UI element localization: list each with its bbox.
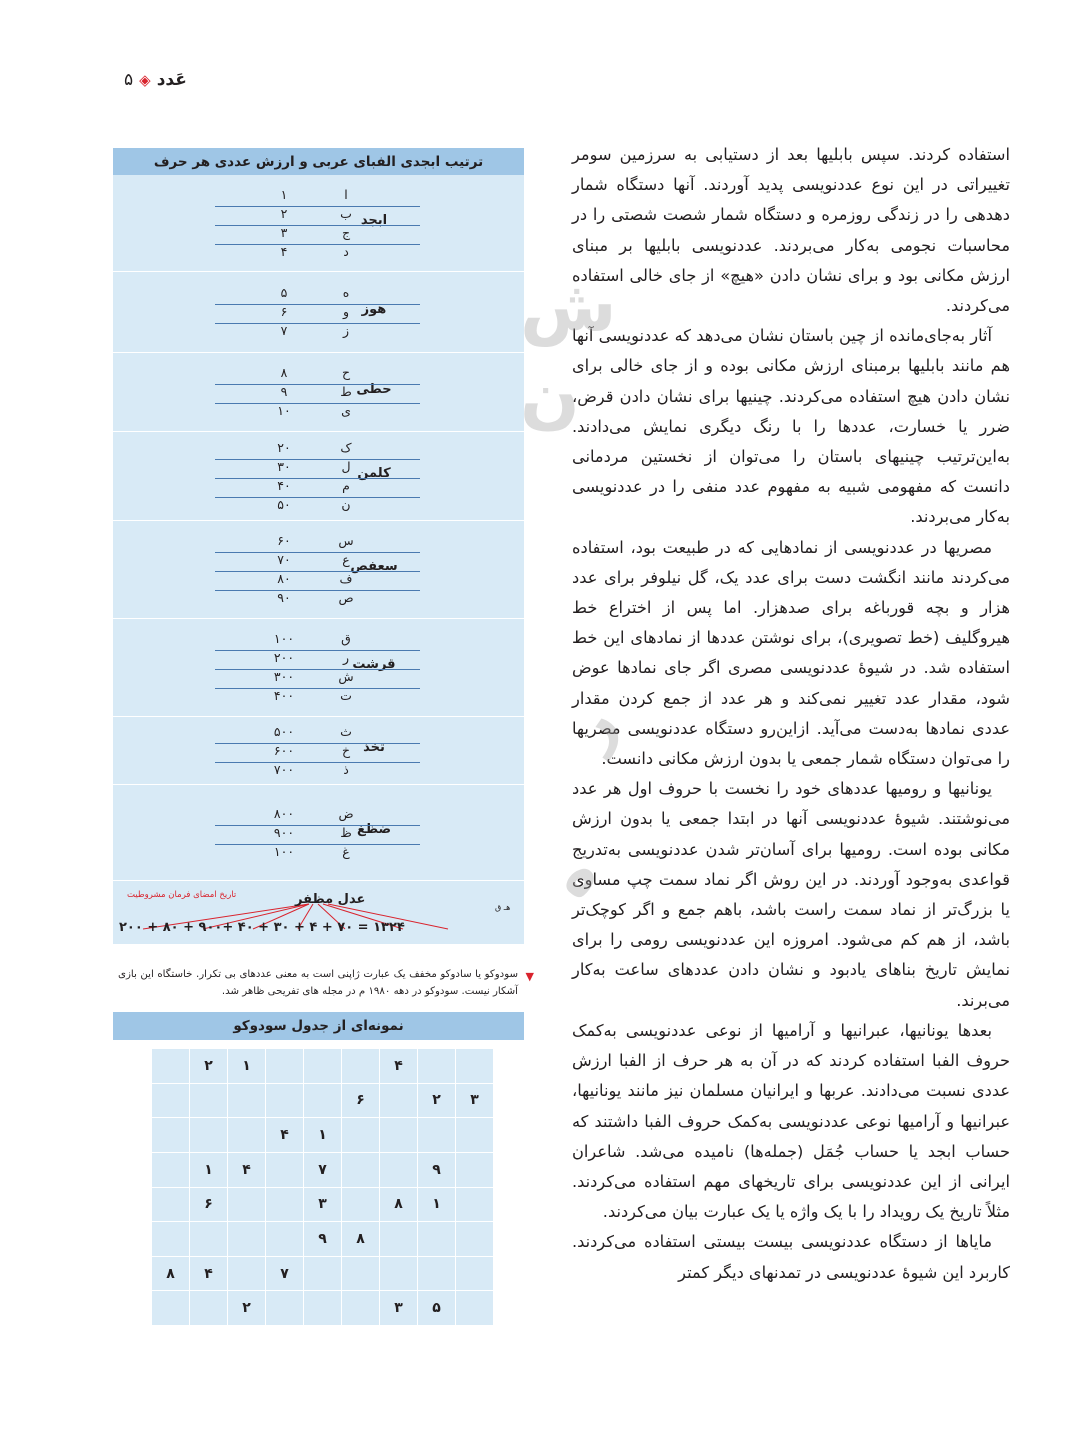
abjad-letter: ز xyxy=(342,323,350,338)
abjad-letter: ع xyxy=(342,552,350,567)
article-paragraph: بعدها یونانیها، عبرانیها و آرامیها از نوعی عددنویسی به‌کمک حروف الفبا استفاده کردند که در آن به هر حرف از الفبا ارزش عددی نسبت می‌دادند. عربها و ایرانیان مسلمان نیز مانند یونانیها، عبرانیها و آرامیها نوعی عددنویسی به‌کمک حروف الفبا داشتند که حساب ابجد یا حساب جُمَل (جمله‌ها) نامیده می‌شد. شاعران ایرانی از این عددنویسی برای تاریخهای مهم استفاده می‌کردند. مثلاً تاریخ یک رویداد را با یک واژه یا یک عبارت بیان می‌کردند. xyxy=(572,1020,1010,1222)
abjad-value: ۵ xyxy=(280,285,288,300)
sudoku-cell: ۳ xyxy=(456,1083,494,1118)
sudoku-cell: ۲ xyxy=(228,1291,266,1326)
sudoku-cell: ۲ xyxy=(190,1049,228,1084)
sudoku-cell: ۴ xyxy=(380,1049,418,1084)
abjad-value: ۴۰۰ xyxy=(273,688,295,703)
abjad-value: ۸۰ xyxy=(277,571,291,586)
abjad-table xyxy=(113,148,524,944)
sudoku-cell xyxy=(418,1222,456,1257)
sudoku-row xyxy=(152,1152,494,1187)
sudoku-cell xyxy=(266,1187,304,1222)
abjad-value: ۹ xyxy=(280,384,288,399)
abjad-letter: خ xyxy=(341,743,351,758)
abjad-row xyxy=(215,825,420,845)
abjad-row xyxy=(215,552,420,572)
sudoku-cell xyxy=(228,1187,266,1222)
sudoku-cell xyxy=(266,1083,304,1118)
sudoku-cell: ۷ xyxy=(266,1256,304,1291)
abjad-letter: ظ xyxy=(340,825,352,840)
abjad-row xyxy=(215,187,420,207)
sudoku-grid xyxy=(151,1048,494,1326)
abjad-letter: ط xyxy=(340,384,352,399)
abjad-value: ۳ xyxy=(280,225,288,240)
sudoku-cell xyxy=(152,1118,190,1153)
sudoku-cell xyxy=(456,1118,494,1153)
sudoku-cell: ۳ xyxy=(304,1187,342,1222)
sudoku-cell xyxy=(304,1049,342,1084)
abjad-row xyxy=(215,244,420,263)
sudoku-row xyxy=(152,1291,494,1326)
abjad-row xyxy=(215,440,420,460)
abjad-group xyxy=(113,271,524,353)
abjad-letter: د xyxy=(343,244,349,259)
sudoku-cell xyxy=(152,1152,190,1187)
abjad-letter: ذ xyxy=(343,762,349,777)
abjad-value: ۶ xyxy=(280,304,288,319)
abjad-row xyxy=(215,304,420,324)
sudoku-cell: ۴ xyxy=(228,1152,266,1187)
sudoku-cell xyxy=(228,1256,266,1291)
abjad-value: ۵۰۰ xyxy=(273,724,295,739)
abjad-row xyxy=(215,459,420,479)
abjad-value: ۶۰ xyxy=(277,533,291,548)
sudoku-cell xyxy=(380,1152,418,1187)
sudoku-cell xyxy=(342,1291,380,1326)
sudoku-cell xyxy=(456,1049,494,1084)
sudoku-cell xyxy=(456,1187,494,1222)
sudoku-title: نمونه‌ای از جدول سودوکو xyxy=(113,1012,524,1040)
svg-text:ن: ن xyxy=(520,355,580,437)
sudoku-cell xyxy=(380,1118,418,1153)
abjad-row xyxy=(215,285,420,305)
abjad-letter: غ xyxy=(342,844,350,859)
abjad-letter: ف xyxy=(339,571,353,586)
article-paragraph: آثار به‌جای‌مانده از چین باستان نشان می‌دهد که عددنویسی آنها هم مانند بابلیها برمبنای ارزش مکانی بوده و از جای خالی برای نشان دادن هیچ استفاده می‌کردند. چینیها برای نشان دادن قرض، ضرر یا خسارت، عددها را با رنگ دیگری نمایش می‌دادند. به‌این‌ترتیب چینیهای باستان را می‌توان از نخستین مردمانی دانست که مفهومی شبیه به مفهوم عدد منفی را در عددنویسی به‌کار می‌بردند. xyxy=(572,326,1010,527)
triangle-down-icon: ▼ xyxy=(525,970,534,983)
sudoku-cell: ۹ xyxy=(304,1222,342,1257)
abjad-value: ۳۰۰ xyxy=(273,669,295,684)
sudoku-cell: ۹ xyxy=(418,1152,456,1187)
sudoku-cell xyxy=(190,1222,228,1257)
abjad-letter: ا xyxy=(344,187,348,202)
chapter-title: عَدد xyxy=(156,70,187,90)
sudoku-cell xyxy=(266,1049,304,1084)
sudoku-cell xyxy=(456,1291,494,1326)
abjad-row xyxy=(215,206,420,226)
sudoku-cell xyxy=(266,1222,304,1257)
sudoku-cell xyxy=(418,1049,456,1084)
sudoku-row xyxy=(152,1187,494,1222)
abjad-value: ۴ xyxy=(280,244,288,259)
abjad-row xyxy=(215,650,420,670)
abjad-row xyxy=(215,403,420,422)
abjad-row xyxy=(215,497,420,516)
sudoku-cell xyxy=(152,1222,190,1257)
abjad-example xyxy=(113,885,524,945)
abjad-letter: ل xyxy=(341,459,351,474)
sudoku-cell xyxy=(228,1118,266,1153)
sudoku-cell: ۷ xyxy=(304,1152,342,1187)
abjad-row xyxy=(215,669,420,689)
abjad-value: ۱ xyxy=(280,187,288,202)
sudoku-cell: ۴ xyxy=(266,1118,304,1153)
sudoku-cell xyxy=(228,1083,266,1118)
abjad-value: ۲ xyxy=(280,206,288,221)
abjad-letter: ر xyxy=(342,650,350,665)
abjad-value: ۸۰۰ xyxy=(273,806,295,821)
abjad-letter: ق xyxy=(341,631,351,646)
abjad-row xyxy=(215,365,420,385)
sudoku-cell xyxy=(304,1256,342,1291)
abjad-group-name: ضظغ xyxy=(356,822,392,837)
abjad-row xyxy=(215,844,420,863)
abjad-letter: ح xyxy=(341,365,351,380)
article-paragraph: مصریها در عددنویسی از نمادهایی که در طبیعت بود، استفاده می‌کردند مانند انگشت دست برای عدد یک، گل نیلوفر برای عدد هزار و بچه قورباغه برای صدهزار. اما پس از اختراع خط هیروگلیف (خط تصویری)، برای نوشتن عددها از نمادهای این خط استفاده شد. در شیوهٔ عددنویسی مصری اگر جای نمادها عوض شود، مقدار عدد تغییر نمی‌کند و هر عدد از جمع کردن مقدار عددی نمادها به‌دست می‌آید. ازاین‌رو دستگاه عددنویسی مصریها را می‌توان دستگاه شمار جمعی یا بدون ارزش مکانی دانست. xyxy=(572,537,1010,769)
sudoku-cell xyxy=(380,1222,418,1257)
abjad-value: ۱۰۰ xyxy=(273,844,295,859)
abjad-group xyxy=(113,431,524,521)
abjad-value: ۱۰۰ xyxy=(273,631,295,646)
sudoku-cell xyxy=(418,1118,456,1153)
abjad-value: ۹۰ xyxy=(277,590,291,605)
abjad-group-name: قرشت xyxy=(352,657,396,672)
abjad-letter: م xyxy=(342,478,350,493)
article-paragraph: استفاده کردند. سپس بابلیها بعد از دستیابی به سرزمین سومر تغییراتی در این نوع عددنویسی پدید آوردند. آنها دستگاه شمار دهدهی را در زندگی روزمره و دستگاه شمار شصت شصتی را در محاسبات نجومی به‌کار می‌بردند. عددنویسی بابلیها بر مبنای ارزش مکانی بود و برای نشان دادن «هیچ» از جای خالی استفاده می‌کردند. xyxy=(572,145,1010,316)
abjad-value: ۵۰ xyxy=(277,497,291,512)
sudoku-cell xyxy=(380,1256,418,1291)
sudoku-cell xyxy=(152,1049,190,1084)
svg-text:ه: ه xyxy=(533,841,611,911)
sudoku-cell xyxy=(190,1118,228,1153)
abjad-group-name: سعفص xyxy=(350,559,398,574)
sudoku-cell xyxy=(190,1083,228,1118)
example-word: عدل مظفر xyxy=(295,892,366,907)
sudoku-cell xyxy=(152,1187,190,1222)
abjad-value: ۷۰ xyxy=(277,552,291,567)
abjad-row xyxy=(215,571,420,591)
diamond-icon: ◈ xyxy=(139,71,151,89)
abjad-letter: ک xyxy=(340,440,352,455)
abjad-letter: ش xyxy=(338,669,354,684)
sudoku-cell xyxy=(304,1291,342,1326)
abjad-group-name: ثخذ xyxy=(363,740,385,755)
sudoku-cell xyxy=(266,1152,304,1187)
sudoku-cell xyxy=(152,1291,190,1326)
sudoku-cell: ۱ xyxy=(190,1152,228,1187)
abjad-group xyxy=(113,784,524,881)
abjad-value: ۶۰۰ xyxy=(273,743,295,758)
sudoku-cell xyxy=(456,1222,494,1257)
abjad-letter: ن xyxy=(341,497,351,512)
sudoku-cell: ۱ xyxy=(304,1118,342,1153)
abjad-letter: ض xyxy=(338,806,354,821)
sudoku-cell xyxy=(266,1291,304,1326)
abjad-value: ۲۰ xyxy=(277,440,291,455)
abjad-letter: ب xyxy=(340,206,352,221)
sudoku-cell: ۶ xyxy=(342,1083,380,1118)
sudoku-cell: ۸ xyxy=(342,1222,380,1257)
svg-text:ر: ر xyxy=(552,691,631,761)
sudoku-cell: ۸ xyxy=(380,1187,418,1222)
sudoku-cell xyxy=(456,1256,494,1291)
abjad-row xyxy=(215,323,420,342)
sudoku-cell xyxy=(342,1256,380,1291)
sudoku-cell: ۱ xyxy=(228,1049,266,1084)
sudoku-cell: ۱ xyxy=(418,1187,456,1222)
sudoku-footnote-text: سودوکو یا سادوکو مخفف یک عبارت ژاپنی است به معنی عددهای بی تکرار. خاستگاه این بازی آشکار نیست. سودوکو در دهه ۱۹۸۰ م در مجله های تفریحی ظاهر شد. xyxy=(118,969,518,997)
example-caption: تاریخ امضای فرمان مشروطیت xyxy=(127,890,237,900)
abjad-letter: ت xyxy=(340,688,352,703)
abjad-group xyxy=(113,352,524,432)
sudoku-cell xyxy=(418,1256,456,1291)
abjad-row xyxy=(215,590,420,609)
sudoku-cell xyxy=(342,1118,380,1153)
article-paragraph: مایاها از دستگاه عددنویسی بیست بیستی استفاده می‌کردند. کاربرد این شیوهٔ عددنویسی در تمدنهای دیگر کمتر xyxy=(572,1232,1010,1282)
abjad-letter: ج xyxy=(341,225,351,240)
abjad-row xyxy=(215,806,420,826)
era-label: هـ ق xyxy=(495,903,511,912)
abjad-row xyxy=(215,724,420,744)
sudoku-cell: ۴ xyxy=(190,1256,228,1291)
abjad-letter: ص xyxy=(338,590,354,605)
sudoku-row xyxy=(152,1118,494,1153)
abjad-group-name: ابجد xyxy=(360,213,388,228)
abjad-row xyxy=(215,533,420,553)
abjad-row xyxy=(215,743,420,763)
abjad-group xyxy=(113,716,524,785)
abjad-row xyxy=(215,762,420,781)
sudoku-row xyxy=(152,1049,494,1084)
sudoku-cell: ۳ xyxy=(380,1291,418,1326)
abjad-letter: ث xyxy=(340,724,352,739)
abjad-value: ۹۰۰ xyxy=(273,825,295,840)
abjad-letter: و xyxy=(342,304,350,319)
abjad-value: ۸ xyxy=(280,365,288,380)
sudoku-cell xyxy=(152,1083,190,1118)
sudoku-cell: ۲ xyxy=(418,1083,456,1118)
abjad-table-title: ترتیب ابجدی الفبای عربی و ارزش عددی هر حرف xyxy=(113,148,524,175)
sudoku-cell xyxy=(342,1152,380,1187)
example-equation: ۲۰۰ + ۸۰ + ۹۰۰+ ۴۰ + ۳۰ + ۴ + ۷۰ = ۱۳۲۴ xyxy=(119,920,405,935)
sudoku-footnote xyxy=(118,966,534,1000)
sudoku-cell xyxy=(380,1083,418,1118)
abjad-row xyxy=(215,225,420,245)
abjad-value: ۱۰ xyxy=(277,403,291,418)
abjad-letter: ی xyxy=(341,403,351,418)
abjad-group xyxy=(113,175,524,272)
sudoku-cell: ۵ xyxy=(418,1291,456,1326)
article-body xyxy=(572,140,1010,1288)
page-header xyxy=(124,70,187,90)
sudoku-row xyxy=(152,1256,494,1291)
svg-text:ش: ش xyxy=(520,270,617,347)
sudoku-cell xyxy=(190,1291,228,1326)
sudoku-cell xyxy=(456,1152,494,1187)
abjad-row xyxy=(215,384,420,404)
sudoku-cell xyxy=(342,1049,380,1084)
sudoku-cell xyxy=(228,1222,266,1257)
abjad-group-name: حطی xyxy=(356,382,392,397)
sudoku-cell xyxy=(342,1187,380,1222)
abjad-group xyxy=(113,520,524,619)
abjad-row xyxy=(215,688,420,707)
sudoku-cell: ۸ xyxy=(152,1256,190,1291)
abjad-row xyxy=(215,631,420,651)
sudoku-row xyxy=(152,1083,494,1118)
abjad-value: ۲۰۰ xyxy=(273,650,295,665)
sudoku-cell xyxy=(304,1083,342,1118)
page-number: ۵ xyxy=(124,70,134,90)
abjad-group-name: هوز xyxy=(361,302,387,317)
abjad-group-name: کلمن xyxy=(357,466,391,481)
abjad-row xyxy=(215,478,420,498)
abjad-letter: ه xyxy=(342,285,350,300)
abjad-value: ۴۰ xyxy=(277,478,291,493)
abjad-letter: س xyxy=(338,533,354,548)
sudoku-row xyxy=(152,1222,494,1257)
sudoku-cell: ۶ xyxy=(190,1187,228,1222)
abjad-value: ۳۰ xyxy=(277,459,291,474)
abjad-value: ۷۰۰ xyxy=(273,762,295,777)
abjad-group xyxy=(113,618,524,717)
article-paragraph: یونانیها و رومیها عددهای خود را نخست با حروف اول هر عدد می‌نوشتند. شیوهٔ عددنویسی آنها در ابتدا جمعی یا بدون ارزش مکانی بوده است. رومیها برای آسان‌تر شدن عددنویسی به‌تدریج قواعدی به‌وجود آوردند. در این روش اگر نماد سمت چپ مساوی یا بزرگ‌تر از نماد سمت راست باشد، باهم جمع و اگر کوچک‌تر باشد، از هم کم می‌شود. امروزه این عددنویسی رومی را برای نمایش تاریخ بناهای یادبود و نشان دادن عددهای ساعت به‌کار می‌برند. xyxy=(572,779,1010,1010)
abjad-value: ۷ xyxy=(280,323,288,338)
